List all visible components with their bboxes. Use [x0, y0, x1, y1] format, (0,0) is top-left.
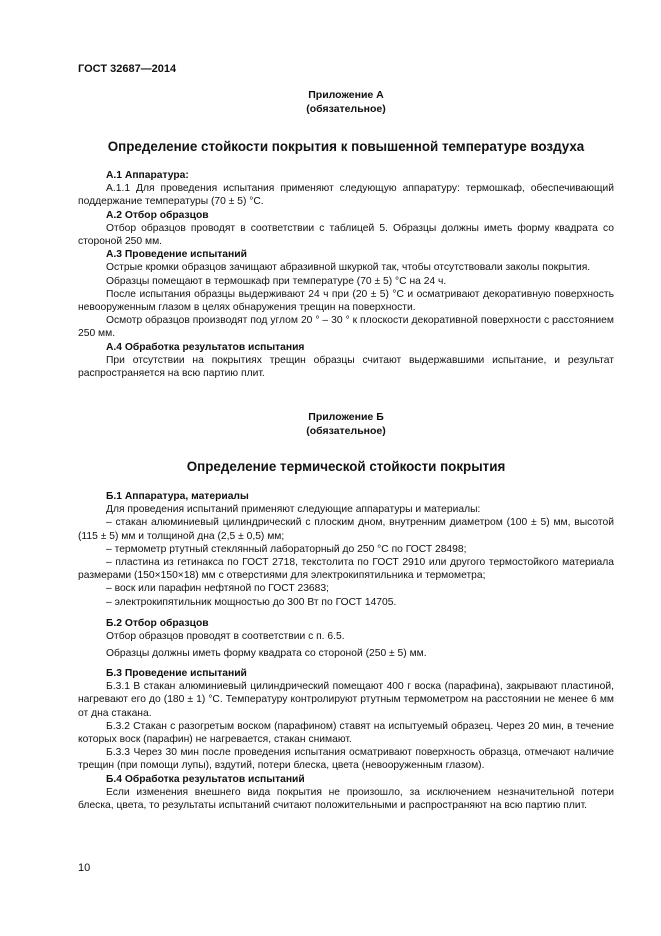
section-b1-heading: Б.1 Аппаратура, материалы — [106, 491, 249, 502]
section-a1-1-text: А.1.1 Для проведения испытания применяют следующую аппаратуру: термошкаф, обеспечивающий поддержание температуры (70 ± 5) °С. — [78, 183, 614, 208]
appendix-b-title: Определение термической стойкости покрытия — [186, 459, 506, 474]
section-a3-paragraph: Острые кромки образцов зачищают абразивной шкуркой так, чтобы отсутствовали заколы покрытия. — [106, 262, 591, 274]
section-b1-intro: Для проведения испытаний применяют следующие аппаратуры и материалы: — [106, 504, 481, 516]
section-b4-heading: Б.4 Обработка результатов испытаний — [106, 773, 305, 785]
appendix-b-label: Приложение Б — [308, 411, 384, 423]
page-number: 10 — [78, 862, 91, 874]
section-a3-paragraph: Осмотр образцов производят под углом 20 ° – 30 ° к плоскости декоративной поверхности с расстоянием 250 мм. — [78, 315, 614, 340]
section-b2 — [78, 617, 614, 661]
section-b3-2-text: Б.3.2 Стакан с разогретым воском (парафином) ставят на испытуемый образец. Через 20 мин, в течение которых воск (парафин) не нагревается, стакан снимают. — [78, 720, 614, 746]
section-b3-heading: Б.3 Проведение испытаний — [106, 668, 247, 679]
section-b2-paragraph: Образцы должны иметь форму квадрата со стороной (250 ± 5) мм. — [106, 648, 427, 660]
document-header: ГОСТ 32687—2014 — [78, 63, 177, 75]
section-b4-text: Если изменения внешнего вида покрытия не произошло, за исключением незначительной потери блеска, цвета, то результаты испытаний считают положительными и распространяют на всю партию плит. — [78, 786, 614, 812]
appendix-a-title: Определение стойкости покрытия к повышенной температуре воздуха — [107, 139, 585, 154]
appendix-b-status: (обязательное) — [306, 424, 386, 437]
section-a3-paragraph: Образцы помещают в термошкаф при температуре (70 ± 5) °С на 24 ч. — [106, 275, 447, 287]
list-item: – пластина из гетинакса по ГОСТ 2718, текстолита по ГОСТ 2910 или другого термостойкого материала размерами (150×150×18) мм с отверстиями для электрокипятильника и термометра; — [78, 557, 614, 582]
list-item: – стакан алюминиевый цилиндрический с плоским дном, внутренним диаметром (100 ± 5) мм, высотой (115 ± 5) мм и толщиной дна (2,5 ± 0,5) мм; — [78, 517, 614, 542]
section-a4-text: При отсутствии на покрытиях трещин образцы считают выдержавшими испытание, и результат распространяется на всю партию плит. — [78, 354, 614, 380]
appendix-a-body — [78, 169, 614, 380]
section-a4-heading: А.4 Обработка результатов испытания — [106, 341, 305, 353]
section-b3-3-text: Б.3.3 Через 30 мин после проведения испытания осматривают поверхность образца, отмечают наличие трещин (при помощи лупы), вздутий, потери блеска, цвета (невооруженным глазом). — [78, 747, 614, 772]
section-a3-heading: А.3 Проведение испытаний — [106, 249, 247, 261]
appendix-b-body — [78, 490, 614, 609]
list-item: – воск или парафин нефтяной по ГОСТ 23683; — [106, 583, 329, 595]
section-a2-heading: А.2 Отбор образцов — [106, 209, 209, 221]
appendix-a-status: (обязательное) — [306, 102, 386, 115]
section-b2-paragraph: Отбор образцов проводят в соответствии с п. 6.5. — [106, 631, 345, 643]
appendix-b-heading — [78, 411, 614, 438]
section-b3-1-text: Б.3.1 В стакан алюминиевый цилиндрический помещают 400 г воска (парафина), закрывают пластиной, нагревают его до (180 ± 1) °С. Температуру контролируют ртутным термометром на расстоянии не менее 6 мм от дна стакана. — [78, 681, 614, 719]
section-a3-paragraph: После испытания образцы выдерживают 24 ч при (20 ± 5) °С и осматривают декоративную поверхность невооруженным глазом в целях обнаружения трещин на поверхности. — [78, 288, 614, 314]
section-a1-heading: А.1 Аппаратура: — [106, 170, 189, 181]
section-a2-text: Отбор образцов проводят в соответствии с таблицей 5. Образцы должны иметь форму квадрата со стороной 250 мм. — [78, 222, 614, 248]
appendix-a-heading — [78, 89, 614, 116]
list-item: – электрокипятильник мощностью до 300 Вт по ГОСТ 14705. — [106, 596, 397, 608]
section-b2-heading: Б.2 Отбор образцов — [106, 618, 209, 629]
appendix-a-label: Приложение А — [308, 89, 384, 101]
list-item: – термометр ртутный стеклянный лабораторный до 250 °С по ГОСТ 28498; — [106, 543, 467, 555]
section-b3-b4 — [78, 667, 614, 812]
